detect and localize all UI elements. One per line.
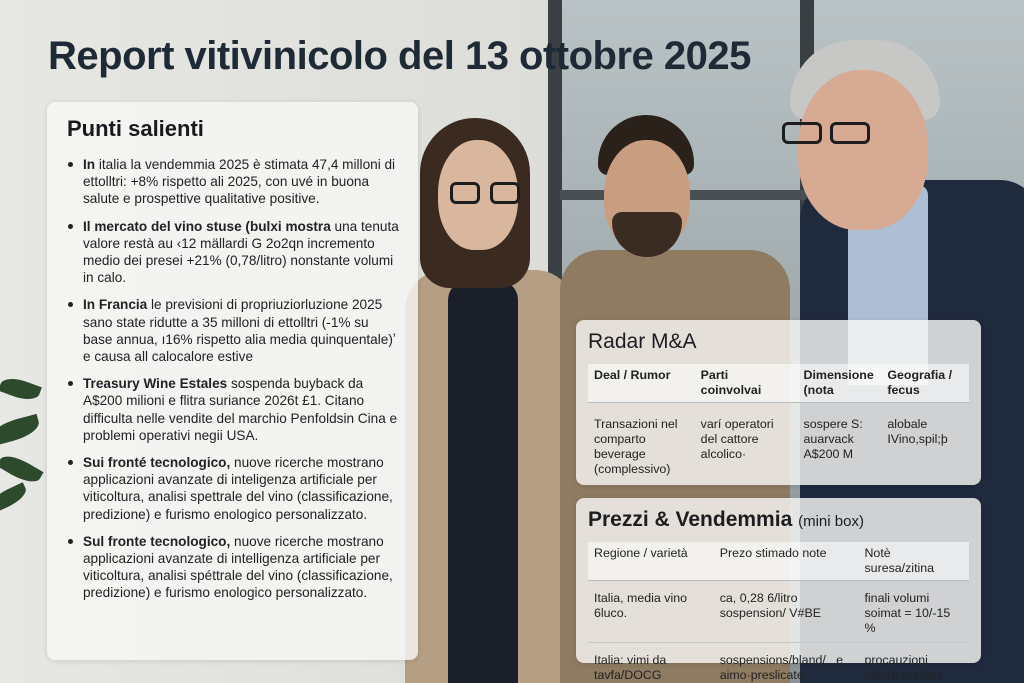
table-cell: sospere S: auarvack A$200 M — [803, 417, 863, 461]
table-cell: Italia: vimi da tavfa/DOCG — [588, 643, 714, 683]
list-item: Il mercato del vino stuse (bulxi mostra una tenuta valore restà au ‹12 mällardi G 2o2qn incremento medio dei presei +21% (0,78/litro) nonstante volumi in calo. — [65, 218, 400, 287]
radar-heading: Radar M&A — [588, 330, 697, 353]
table-cell: ca, 0,28 6/litro sospension/ V#BE — [714, 581, 859, 643]
prezzi-panel — [576, 498, 981, 682]
column-header: Notè suresa/zitina — [858, 542, 969, 581]
column-header: Parti coinvolvai — [695, 364, 798, 403]
table-header-row — [588, 364, 969, 403]
radar-table — [588, 364, 969, 481]
list-item: In Francia le previsioni di propriuziorluzione 2025 sano state ridutte a 35 milloni di ettolltri (-1% su base annua, ı16% rispetto alia media quinquentale)ʼ e causa all calocalore estive — [65, 296, 400, 365]
radar-panel — [576, 320, 981, 485]
prezzi-table — [588, 542, 969, 683]
list-item: Treasury Wine Estales sospenda buyback da A$200 milioni e flitra suriance 2026t £1. Citano difficulta nelle vendite del marchio Penfoldsin Cina e problemi operativi negii USA. — [65, 375, 400, 444]
column-header: Dimensione (nota — [798, 364, 882, 403]
highlights-heading: Punti salienti — [67, 116, 204, 141]
plant — [0, 360, 50, 540]
table-header-row — [588, 542, 969, 581]
list-item: Sui fronté tecnologico, nuove ricerche mostrano applicazioni avanzate di inteligenza artificiale per viticoltura, analisi spettrale del vino (classificazione, predizione) e furismo enologico personalizzato. — [65, 454, 400, 523]
highlights-panel — [47, 102, 418, 660]
page-title: Report vitivinicolo del 13 ottobre 2025 — [48, 34, 751, 78]
table-row — [588, 643, 969, 683]
table-cell: procauzioni valorizzazione — [858, 643, 969, 683]
table-cell: sospensions/bland/ _e aimo·preslicate — [714, 643, 859, 683]
column-header: Regione / varietà — [588, 542, 714, 581]
list-item: Sul fronte tecnologico, nuove ricerche mostrano applicazioni avanzate di intelligenza artificiale per viticoltura, analisi spéttrale del vino (classificazione, predizione) e furismo enologico personalizzato. — [65, 533, 400, 602]
column-header: Geografia / fecus — [881, 364, 969, 403]
table-cell: varí operatori del cattore alcolico· — [700, 417, 774, 461]
table-cell: Italia, media vino 6luco. — [588, 581, 714, 643]
table-cell: alobale IVino,spil;þ — [887, 417, 948, 446]
table-row — [588, 403, 969, 482]
list-item: In italia la vendemmia 2025 è stimata 47,4 milloni di ettolltri: +8% rispetto ali 2025, con uvé in buona salute e prospettive qualitative positive. — [65, 156, 400, 208]
table-cell: Transazioni nel comparto beverage (complessivo) — [594, 417, 678, 476]
table-cell: finali volumi soimat = 10/-15 % — [858, 581, 969, 643]
highlights-list — [65, 156, 400, 602]
column-header: Prezo stimado note — [714, 542, 859, 581]
column-header: Deal / Rumor — [588, 364, 695, 403]
table-row — [588, 581, 969, 643]
prezzi-heading: Prezzi & Vendemmia (mini box) — [588, 508, 864, 531]
